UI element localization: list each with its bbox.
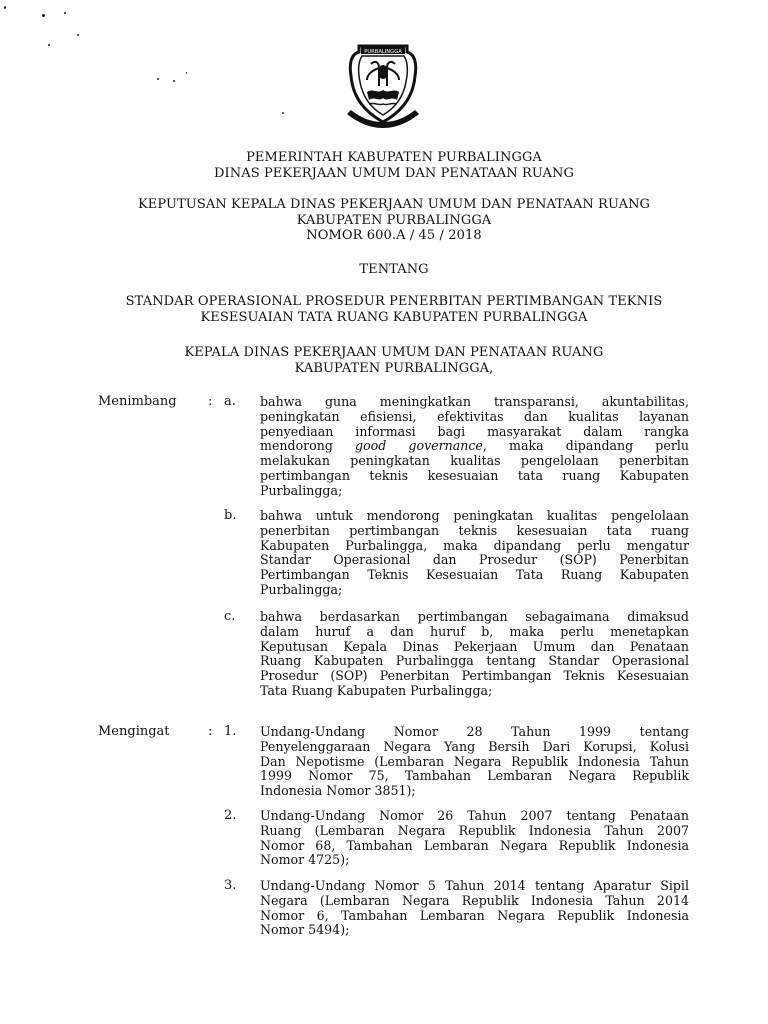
decree-line: KABUPATEN PURBALINGGA (296, 212, 492, 228)
menimbang-label: Menimbang (98, 394, 177, 409)
clause-line: Pertimbangan Teknis Kesesuaian Tata Ruang Kabupaten (260, 568, 689, 583)
clause-line: melakukan peningkatan kualitas pengelolaan penerbitan (260, 454, 689, 469)
clause-line: Penyelenggaraan Negara Yang Bersih Dari Korupsi, Kolusi (260, 739, 689, 754)
emblem-label: PURBALINGGA (364, 48, 402, 55)
clause-line: 1999 Nomor 75, Tambahan Lembaran Negara Republik (260, 769, 689, 784)
clause-line-italic: mendorong good governance, maka dipandang perlu (260, 439, 689, 454)
clause-line: penyediaan informasi bagi masyarakat dalam rangka (260, 424, 689, 439)
menimbang-clause-b (260, 509, 689, 598)
clause-line: Undang-Undang Nomor 5 Tahun 2014 tentang Aparatur Sipil (260, 879, 689, 893)
scan-speck (282, 112, 284, 114)
scan-speck (157, 78, 159, 80)
tentang-heading (60, 262, 728, 278)
tentang-text: TENTANG (359, 262, 429, 277)
menimbang-colon: : (208, 394, 213, 409)
clause-line: Keputusan Kepala Dinas Pekerjaan Umum dan Penataan (260, 639, 689, 654)
menimbang-clause-a (260, 395, 689, 499)
clause-line: Indonesia Nomor 3851); (260, 784, 416, 799)
mengingat-item-3 (260, 879, 689, 938)
clause-line: Purbalingga; (260, 483, 343, 498)
mengingat-label: Mengingat (98, 724, 170, 739)
clause-marker: 1. (224, 724, 237, 739)
scan-speck (64, 12, 66, 14)
scan-speck (77, 34, 79, 36)
clause-line: bahwa guna meningkatkan transparansi, akuntabilitas, (260, 395, 689, 409)
clause-line: Dan Nepotisme (Lembaran Negara Republik Indonesia Tahun (260, 754, 689, 769)
clause-marker: 3. (224, 878, 237, 893)
decree-number: NOMOR 600.A / 45 / 2018 (306, 228, 482, 243)
mengingat-item-1 (260, 725, 689, 799)
org-line: PEMERINTAH KABUPATEN PURBALINGGA (246, 150, 542, 165)
subject-line: STANDAR OPERASIONAL PROSEDUR PENERBITAN PERTIMBANGAN TEKNIS (125, 294, 663, 309)
italic-phrase: good governance (355, 439, 483, 454)
scan-speck (42, 14, 45, 17)
decree-subject (60, 294, 728, 325)
clause-marker: b. (224, 508, 237, 523)
scan-speck (4, 6, 6, 9)
clause-line: Kabupaten Purbalingga, maka dipandang perlu mengatur (260, 538, 689, 553)
clause-line: Undang-Undang Nomor 28 Tahun 1999 tentang (260, 725, 689, 739)
subject-line: KESESUAIAN TATA RUANG KABUPATEN PURBALINGGA (200, 309, 588, 325)
clause-line: Tata Ruang Kabupaten Purbalingga; (260, 683, 493, 698)
clause-line: Nomor 6, Tambahan Lembaran Negara Republik Indonesia (260, 908, 689, 923)
issuing-official (60, 345, 728, 376)
scan-speck (173, 80, 175, 82)
clause-line: Undang-Undang Nomor 26 Tahun 2007 tentang Penataan (260, 809, 689, 823)
clause-line: pertimbangan teknis kesesuaian tata ruang Kabupaten (260, 468, 689, 483)
clause-line: bahwa berdasarkan pertimbangan sebagaimana dimaksud (260, 610, 689, 624)
organization-header (60, 150, 728, 181)
clause-line: Nomor 5494); (260, 923, 350, 938)
clause-line: Nomor 4725); (260, 853, 350, 868)
scan-speck (186, 72, 187, 74)
clause-line: peningkatan efisiensi, efektivitas dan kualitas layanan (260, 409, 689, 424)
mengingat-colon: : (208, 724, 213, 739)
decree-line: KEPUTUSAN KEPALA DINAS PEKERJAAN UMUM DAN PENATAAN RUANG (137, 197, 651, 212)
clause-line: Nomor 68, Tambahan Lembaran Negara Republik Indonesia (260, 838, 689, 853)
clause-marker: c. (224, 609, 236, 624)
mengingat-item-2 (260, 809, 689, 868)
clause-line: Purbalingga; (260, 582, 343, 597)
clause-line: Standar Operasional dan Prosedur (SOP) Penerbitan (260, 553, 689, 568)
clause-line: penerbitan pertimbangan teknis kesesuaian tata ruang (260, 523, 689, 538)
clause-line: Prosedur (SOP) Penerbitan Pertimbangan Teknis Kesesuaian (260, 669, 689, 684)
clause-line: dalam huruf a dan huruf b, maka perlu menetapkan (260, 624, 689, 639)
clause-line: Ruang Kabupaten Purbalingga tentang Standar Operasional (260, 654, 689, 669)
official-line: KABUPATEN PURBALINGGA, (294, 360, 494, 376)
clause-line: bahwa untuk mendorong peningkatan kualitas pengelolaan (260, 509, 689, 523)
official-line: KEPALA DINAS PEKERJAAN UMUM DAN PENATAAN RUANG (184, 345, 604, 360)
clause-marker: 2. (224, 808, 237, 823)
scan-speck (48, 44, 50, 46)
clause-line: Ruang (Lembaran Negara Republik Indonesia Tahun 2007 (260, 823, 689, 838)
org-line: DINAS PEKERJAAN UMUM DAN PENATAAN RUANG (214, 165, 574, 181)
clause-marker: a. (224, 394, 236, 409)
clause-line: Negara (Lembaran Negara Republik Indonesia Tahun 2014 (260, 893, 689, 908)
regency-emblem-icon (345, 42, 421, 128)
menimbang-clause-c (260, 610, 689, 699)
decree-title (60, 197, 728, 244)
